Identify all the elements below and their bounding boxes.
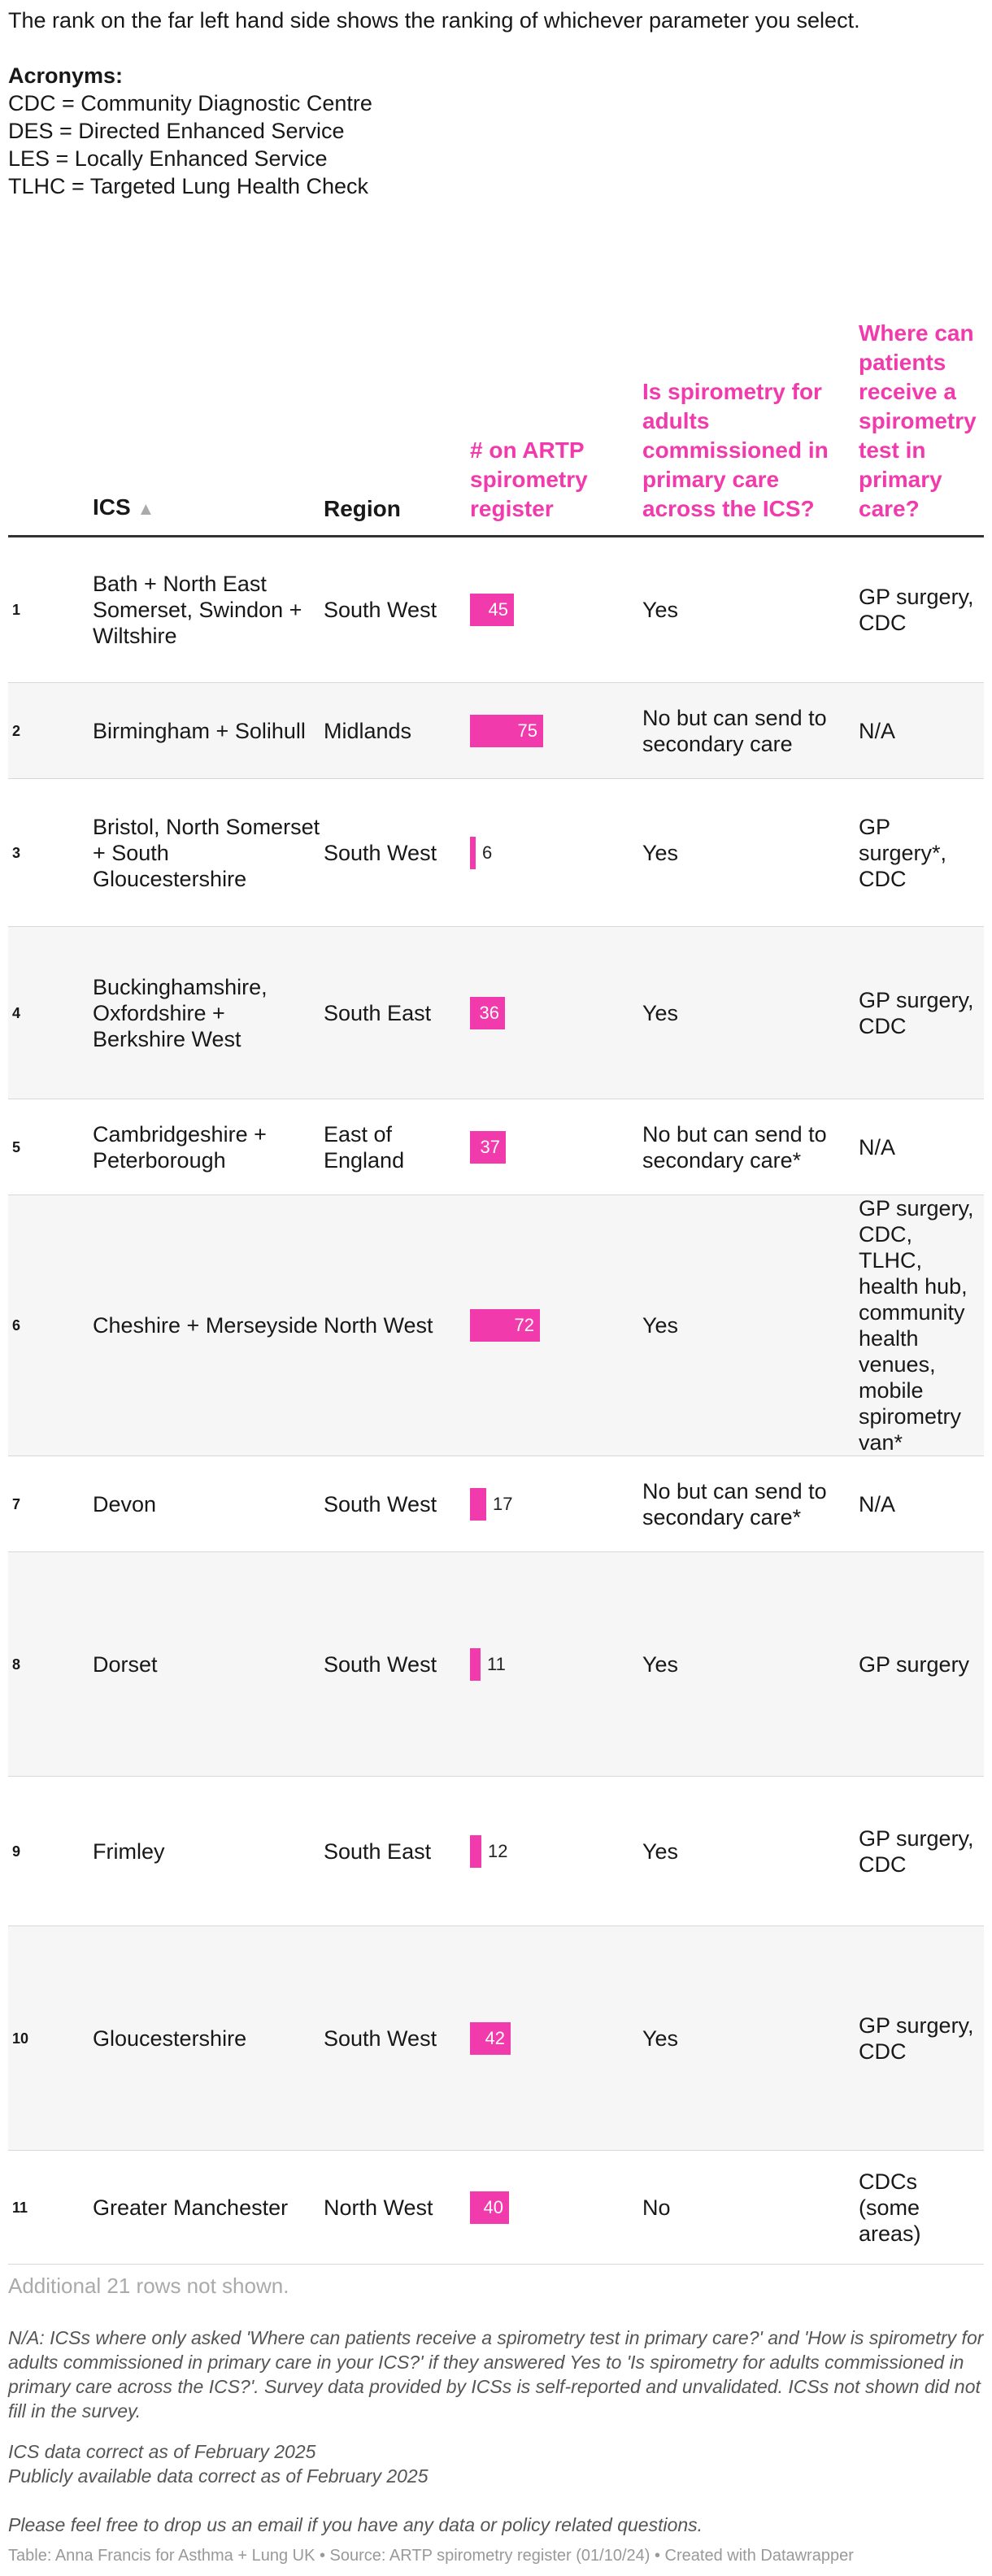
- register-value: 37: [480, 1136, 500, 1157]
- intro-text: The rank on the far left hand side shows the ranking of whichever parameter you select.: [8, 8, 860, 33]
- where-cell: GP surgery, CDC: [859, 1825, 974, 1877]
- commissioned-cell: No but can send to secondary care*: [642, 1478, 827, 1530]
- rank-cell: 9: [12, 1843, 21, 1860]
- acronym-tlhc: TLHC = Targeted Lung Health Check: [8, 174, 369, 198]
- acronyms-title: Acronyms:: [8, 63, 124, 88]
- commissioned-cell: Yes: [642, 840, 679, 865]
- ics-cell: Dorset: [93, 1651, 158, 1677]
- rank-cell: 8: [12, 1656, 21, 1673]
- acronym-les: LES = Locally Enhanced Service: [8, 146, 328, 171]
- data-dates: [8, 2439, 984, 2488]
- where-cell: N/A: [859, 1134, 896, 1160]
- region-cell: East of England: [324, 1121, 405, 1173]
- acronym-cdc: CDC = Community Diagnostic Centre: [8, 91, 372, 115]
- rank-cell: 5: [12, 1138, 21, 1155]
- register-bar: [470, 594, 514, 626]
- region-cell: South East: [324, 1838, 432, 1864]
- public-data-date: Publicly available data correct as of February 2025: [8, 2465, 429, 2487]
- table-header-row: [8, 319, 984, 537]
- sort-ascending-icon: ▲: [137, 498, 155, 519]
- register-cell: [470, 1195, 642, 1456]
- table-row: [8, 2151, 984, 2265]
- ics-table: [8, 319, 984, 2265]
- register-header[interactable]: # on ARTP spirometry register: [470, 319, 642, 537]
- ics-header-label: ICS: [93, 494, 131, 520]
- ics-cell: Cheshire + Merseyside: [93, 1313, 318, 1338]
- rank-header[interactable]: [8, 319, 93, 537]
- region-cell: South West: [324, 1491, 437, 1516]
- register-cell: [470, 1552, 642, 1777]
- ics-cell: Frimley: [93, 1838, 165, 1864]
- ics-cell: Gloucestershire: [93, 2026, 247, 2051]
- register-bar: [470, 2191, 509, 2224]
- ics-cell: Devon: [93, 1491, 157, 1516]
- register-cell: [470, 779, 642, 927]
- register-value: 42: [485, 2027, 505, 2048]
- register-bar: [470, 1131, 506, 1164]
- register-cell: [470, 1777, 642, 1926]
- table-row: [8, 683, 984, 779]
- ics-cell: Greater Manchester: [93, 2195, 289, 2220]
- more-rows-note: Additional 21 rows not shown.: [8, 2274, 289, 2298]
- register-cell: [470, 1456, 642, 1552]
- register-cell: [470, 1926, 642, 2151]
- register-cell: [470, 1099, 642, 1195]
- where-cell: GP surgery, CDC: [859, 2012, 974, 2064]
- rank-cell: 11: [12, 2199, 28, 2216]
- ics-cell: Buckinghamshire, Oxfordshire + Berkshire West: [93, 974, 268, 1051]
- register-bar: [470, 2022, 511, 2055]
- where-cell: GP surgery, CDC: [859, 585, 974, 635]
- source-credit: Table: Anna Francis for Asthma + Lung UK • Source: ARTP spirometry register (01/10/24) • Created with Datawrapper: [8, 2547, 854, 2565]
- register-bar: [470, 1488, 486, 1521]
- region-cell: North West: [324, 2195, 433, 2220]
- acronym-des: DES = Directed Enhanced Service: [8, 119, 345, 143]
- where-cell: GP surgery*, CDC: [859, 814, 947, 891]
- register-bar: [470, 715, 543, 747]
- register-value: 40: [483, 2196, 503, 2217]
- table-row: [8, 1777, 984, 1926]
- region-cell: South West: [324, 840, 437, 865]
- register-bar: [470, 997, 505, 1029]
- table-row: [8, 1552, 984, 1777]
- register-bar: [470, 1648, 481, 1681]
- register-value: 17: [493, 1493, 513, 1514]
- where-cell: GP surgery, CDC, TLHC, health hub, community health venues, mobile spirometry van*: [859, 1196, 974, 1455]
- rank-cell: 3: [12, 844, 21, 861]
- register-value: 72: [514, 1315, 534, 1335]
- where-cell: N/A: [859, 1491, 896, 1516]
- region-cell: South East: [324, 1000, 432, 1025]
- table-row: [8, 1456, 984, 1552]
- register-value: 36: [479, 1002, 499, 1023]
- commissioned-cell: Yes: [642, 1651, 679, 1677]
- table-row: [8, 927, 984, 1099]
- commissioned-cell: No but can send to secondary care*: [642, 1121, 827, 1173]
- region-cell: Midlands: [324, 718, 412, 743]
- region-cell: North West: [324, 1313, 433, 1338]
- ics-cell: Cambridgeshire + Peterborough: [93, 1121, 267, 1173]
- ics-cell: Bath + North East Somerset, Swindon + Wiltshire: [93, 572, 302, 648]
- table-row: [8, 1195, 984, 1456]
- rank-cell: 7: [12, 1495, 21, 1512]
- region-cell: South West: [324, 1651, 437, 1677]
- ics-data-date: ICS data correct as of February 2025: [8, 2441, 316, 2462]
- rank-cell: 4: [12, 1004, 21, 1021]
- ics-header[interactable]: [93, 319, 324, 537]
- commissioned-header[interactable]: Is spirometry for adults commissioned in primary care across the ICS?: [642, 319, 859, 537]
- where-cell: N/A: [859, 718, 896, 743]
- rank-cell: 6: [12, 1317, 21, 1334]
- rank-cell: 10: [12, 2030, 29, 2047]
- intro: [8, 7, 976, 200]
- email-note: Please feel free to drop us an email if you have any data or policy related questions.: [8, 2514, 703, 2535]
- register-bar: [470, 1309, 540, 1342]
- register-cell: [470, 683, 642, 779]
- register-bar: [470, 837, 476, 869]
- region-cell: South West: [324, 2026, 437, 2051]
- register-value: 12: [488, 1840, 508, 1861]
- rank-cell: 1: [12, 602, 21, 618]
- register-value: 11: [487, 1653, 506, 1674]
- register-bar: [470, 1835, 481, 1868]
- ics-cell: Bristol, North Somerset + South Gloucestershire: [93, 814, 320, 891]
- table-row: [8, 1099, 984, 1195]
- where-header[interactable]: Where can patients receive a spirometry test in primary care?: [859, 319, 984, 537]
- region-header[interactable]: Region: [324, 319, 470, 537]
- commissioned-cell: Yes: [642, 1000, 679, 1025]
- ics-cell: Birmingham + Solihull: [93, 718, 306, 743]
- commissioned-cell: Yes: [642, 598, 679, 622]
- where-cell: CDCs (some areas): [859, 2169, 921, 2246]
- rank-cell: 2: [12, 722, 21, 739]
- table-row: [8, 779, 984, 927]
- register-cell: [470, 537, 642, 683]
- region-cell: South West: [324, 598, 437, 622]
- register-value: 75: [517, 720, 537, 741]
- register-value: 6: [482, 842, 493, 863]
- na-footnote: N/A: ICSs where only asked 'Where can patients receive a spirometry test in primary care?' and 'How is spirometry for adults commissioned in primary care in your ICS?' if they answered Yes to 'Is spirometry for adults commissioned in primary care across the ICS?'. Survey data provided by ICSs is self-reported and unvalidated. ICSs not shown did not fill in the survey.: [8, 2327, 984, 2422]
- commissioned-cell: Yes: [642, 1838, 679, 1864]
- table-row: [8, 537, 984, 683]
- commissioned-cell: No but can send to secondary care: [642, 705, 827, 756]
- where-cell: GP surgery: [859, 1651, 970, 1677]
- table-row: [8, 1926, 984, 2151]
- commissioned-cell: Yes: [642, 1313, 679, 1338]
- commissioned-cell: No: [642, 2195, 671, 2220]
- where-cell: GP surgery, CDC: [859, 987, 974, 1038]
- register-cell: [470, 2151, 642, 2265]
- register-value: 45: [488, 599, 508, 620]
- register-cell: [470, 927, 642, 1099]
- commissioned-cell: Yes: [642, 2026, 679, 2051]
